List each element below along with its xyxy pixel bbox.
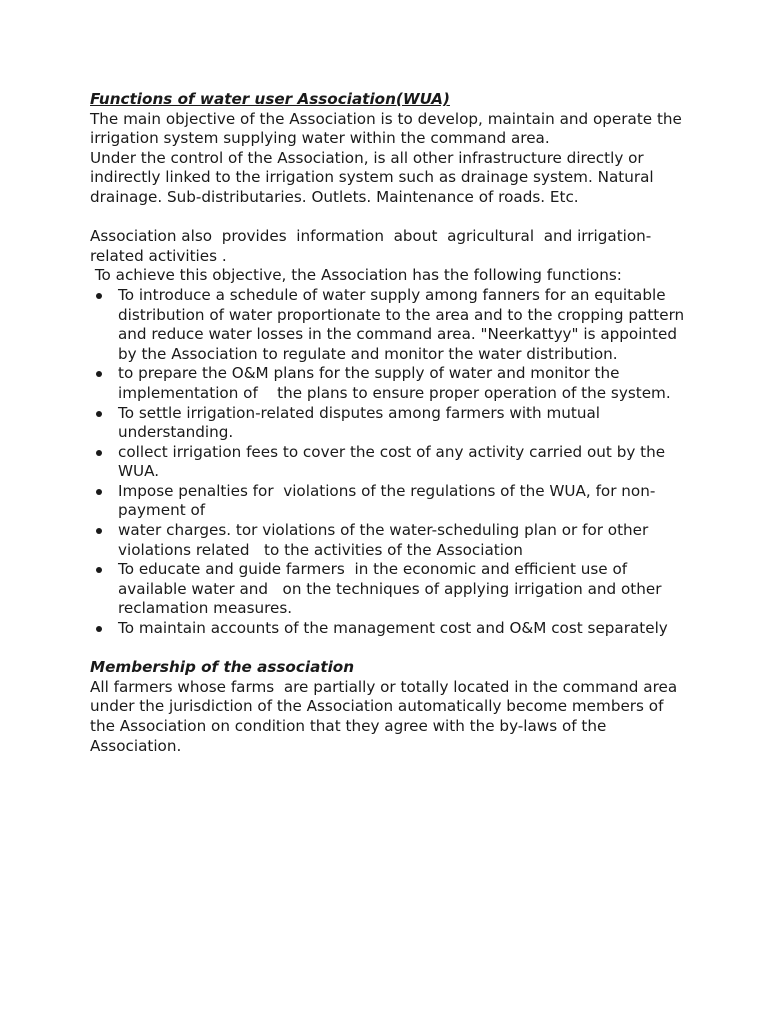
list-item-text: To settle irrigation-related disputes among farmers with mutual understanding.	[118, 403, 605, 442]
paragraph-membership: All farmers whose farms are partially or totally located in the command area under the jurisdiction of the Association automatically become members of the Association on condition that they agree with the by-laws of the Association.	[90, 677, 682, 755]
paragraph-information: Association also provides information about agricultural and irrigation-related activities .	[90, 227, 652, 265]
functions-list	[90, 286, 690, 639]
list-item-text: Impose penalties for violations of the regulations of the WUA, for non-payment of	[118, 481, 656, 520]
bullet-icon	[96, 293, 102, 299]
bullet-icon	[96, 567, 102, 573]
list-item	[90, 364, 690, 403]
list-item-text: To educate and guide farmers in the economic and efficient use of available water and on the techniques of applying irrigation and other reclamation measures.	[118, 560, 667, 618]
list-item	[90, 404, 690, 443]
paragraph-infrastructure: Under the control of the Association, is all other infrastructure directly or indirectly linked to the irrigation system such as drainage system. Natural drainage. Sub-distributaries. Outlets. Maintenance of roads. Etc.	[90, 148, 659, 206]
bullet-icon	[96, 489, 102, 495]
section-heading-functions: Functions of water user Association(WUA)	[90, 90, 450, 108]
section-heading-membership: Membership of the association	[90, 658, 355, 677]
paragraph-objective: The main objective of the Association is to develop, maintain and operate the irrigation system supplying water within the command area.	[90, 109, 687, 148]
document-page	[90, 90, 690, 756]
list-item-text: collect irrigation fees to cover the cost of any activity carried out by the WUA.	[118, 442, 670, 481]
list-item	[90, 619, 690, 639]
list-item	[90, 443, 690, 482]
list-item	[90, 286, 690, 364]
blank-line	[90, 208, 690, 228]
list-item-text: To introduce a schedule of water supply among fanners for an equitable distribution of water proportionate to the area and to the cropping pattern and reduce water losses in the command area. "Neerkattyy" is appointed by the Association to regulate and monitor the water distribution.	[118, 285, 690, 363]
list-item	[90, 482, 690, 521]
list-item	[90, 521, 690, 560]
bullet-icon	[96, 528, 102, 534]
bullet-icon	[96, 450, 102, 456]
list-item-text: To maintain accounts of the management cost and O&M cost separately	[118, 619, 668, 638]
list-item-text: water charges. tor violations of the water-scheduling plan or for other violations related to the activities of the Association	[118, 521, 654, 559]
bullet-icon	[96, 626, 102, 632]
blank-line	[90, 639, 690, 659]
paragraph-functions-intro: To achieve this objective, the Association has the following functions:	[90, 266, 622, 285]
list-item	[90, 560, 690, 619]
bullet-icon	[96, 371, 102, 377]
bullet-icon	[96, 411, 102, 417]
list-item-text: to prepare the O&M plans for the supply of water and monitor the implementation of the plans to ensure proper operation of the system.	[118, 364, 671, 402]
